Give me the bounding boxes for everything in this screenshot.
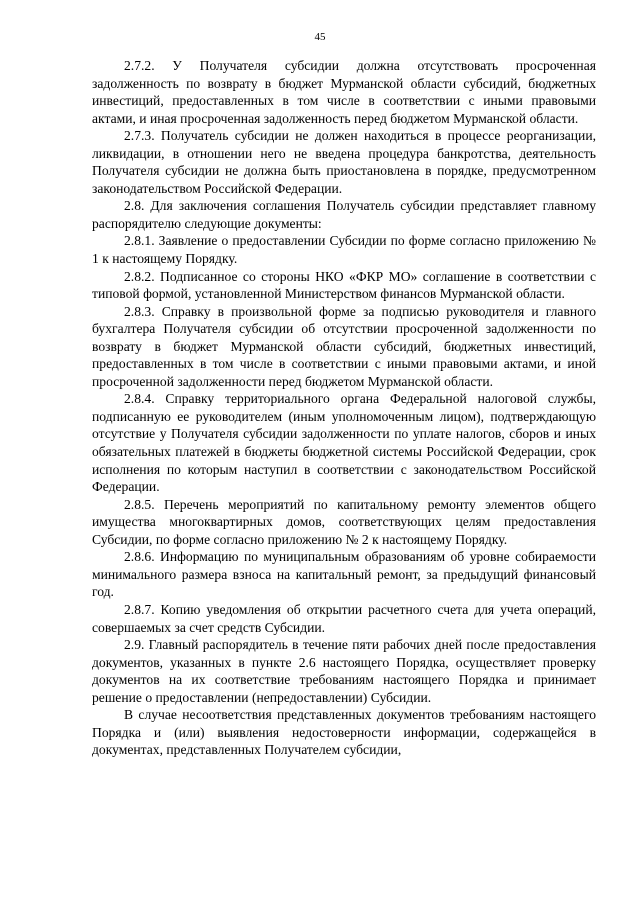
paragraph-inconsistency: В случае несоответствия представленных документов требованиям настоящего Порядка и (или) выявления недостоверности информации, содержащейся в документах, представленных Получателем субсидии, [92, 707, 596, 758]
paragraph-2-9: 2.9. Главный распорядитель в течение пяти рабочих дней после предоставления документов, указанных в пункте 2.6 настоящего Порядка, осуществляет проверку документов на их соответствие требованиям настоящего Порядка и принимает решение о предоставлении (непредоставлении) Субсидии. [92, 637, 596, 705]
page-number: 45 [314, 31, 326, 43]
document-body [92, 57, 596, 759]
paragraph-2-8-3: 2.8.3. Справку в произвольной форме за подписью руководителя и главного бухгалтера Получателя субсидии об отсутствии просроченной задолженности по возврату в бюджет Мурманской области субсидий, бюджетных инвестиций, предоставленных в том числе в соответствии с иными правовыми актами, и иной просроченной задолженности перед бюджетом Мурманской области. [92, 303, 596, 389]
paragraph-2-8-4: 2.8.4. Справку территориального органа Федеральной налоговой службы, подписанную ее руководителем (иным уполномоченным лицом), подтверждающую отсутствие у Получателя субсидии задолженности по уплате налогов, сборов и иных обязательных платежей в бюджеты бюджетной системы Российской Федерации, срок исполнения по которым наступил в соответствии с законодательством Российской Федерации. [92, 391, 596, 495]
paragraph-2-7-3: 2.7.3. Получатель субсидии не должен находиться в процессе реорганизации, ликвидации, в отношении него не введена процедура банкротства, деятельность Получателя субсидии не должна быть приостановлена в порядке, предусмотренном законодательством Российской Федерации. [92, 128, 596, 196]
paragraph-2-8-7: 2.8.7. Копию уведомления об открытии расчетного счета для учета операций, совершаемых за счет средств Субсидии. [92, 601, 596, 635]
paragraph-2-8-2: 2.8.2. Подписанное со стороны НКО «ФКР МО» соглашение в соответствии с типовой формой, установленной Министерством финансов Мурманской области. [92, 268, 596, 302]
paragraph-2-8-5: 2.8.5. Перечень мероприятий по капитальному ремонту элементов общего имущества многоквартирных домов, соответствующих целям предоставления Субсидии, по форме согласно приложению № 2 к настоящему Порядку. [92, 496, 596, 547]
paragraph-2-8: 2.8. Для заключения соглашения Получатель субсидии представляет главному распорядителю следующие документы: [92, 198, 596, 231]
paragraph-2-8-6: 2.8.6. Информацию по муниципальным образованиям об уровне собираемости минимального размера взноса на капитальный ремонт, за предыдущий финансовый год. [92, 549, 596, 600]
paragraph-2-8-1: 2.8.1. Заявление о предоставлении Субсидии по форме согласно приложению № 1 к настоящему Порядку. [92, 233, 596, 267]
paragraph-2-7-2: 2.7.2. У Получателя субсидии должна отсутствовать просроченная задолженность по возврату в бюджет Мурманской области субсидий, бюджетных инвестиций, предоставленных в том числе в соответствии с иными правовыми актами, и иная просроченная задолженность перед бюджетом Мурманской области. [92, 58, 596, 126]
